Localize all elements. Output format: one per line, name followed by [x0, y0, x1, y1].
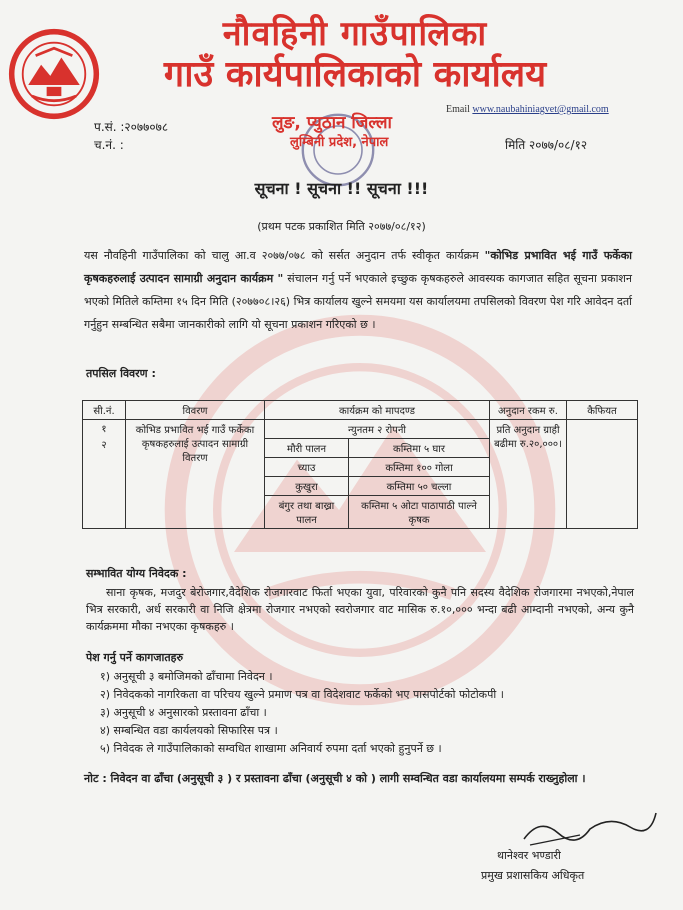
- cell-amount: प्रति अनुदान ग्राही बढीमा रु.२०,०००।: [490, 420, 567, 529]
- col-header-remarks: कैफियत: [567, 401, 638, 420]
- province-line: लुम्बिनी प्रदेश, नेपाल: [290, 135, 389, 150]
- notice-title: सूचना ! सूचना !! सूचना !!!: [254, 179, 429, 198]
- criteria-min: कम्तिमा १०० गोला: [349, 458, 490, 477]
- municipality-name: नौवहिनी गाउँपालिका: [222, 14, 488, 54]
- list-item: १) अनुसूची ३ बमोजिमको ढाँचामा निवेदन ।: [100, 670, 273, 683]
- col-header-description: विवरण: [126, 401, 265, 420]
- col-header-sn: सी.नं.: [83, 401, 126, 420]
- signatory-name: थानेश्वर भण्डारी: [497, 849, 561, 862]
- paragraph-part-2: संचालन गर्नु पर्ने भएकाले इच्छुक कृषकहरुले आवस्यक कागजात सहित सूचना प्रकाशन भएको मितिले कम्तिमा १५ दिन मिति (२०७७०८।२६) भित्र कार्यालय खुल्ने समयमा यस कार्यालयमा तपसिलको विवरण पेश गरि आवेदन दर्ता गर्नुहुन सम्बन्धित सबैमा जानकारीको लागि यो सूचना प्रकाशन गरिएको छ ।: [84, 272, 632, 331]
- cell-description: कोभिड प्रभावित भई गाउँ फर्केका कृषकहरुलाई उत्पादन सामाग्री वितरण: [126, 420, 265, 529]
- eligible-text: साना कृषक, मजदुर बेरोजगार,वैदेशिक रोजगारवाट फिर्ता भएका युवा, परिवारको कुनै पनि सदस्य वैदेशिक रोजगारमा नभएको,नेपाल भित्र सरकारी, अर्ध सरकारी वा निजि क्षेत्रमा रोजगार नभएको स्वरोजगार वाट मासिक रु.१०,००० भन्दा बढी आम्दानी नभएको, अन्य कुनै कार्यक्रममा मौका नभएका कृषकहरु ।: [86, 586, 634, 633]
- criteria-item: बंगुर तथा बाख्रा पालन: [265, 496, 349, 529]
- eligible-heading: सम्भावित योग्य निवेदक :: [86, 567, 187, 580]
- list-item: ५) निवेदक ले गाउँपालिकाको सम्वधित शाखामा अनिवार्य रुपमा दर्ता भएको हुनुपर्ने छ ।: [100, 742, 442, 755]
- dispatch-number: च.नं. :: [94, 138, 124, 152]
- municipality-seal-icon: [8, 28, 100, 120]
- note-text: नोट : निवेदन वा ढाँचा (अनुसूची ३ ) र प्रस्तावना ढाँचा (अनुसूची ४ को ) लागी सम्वन्धित वडा कार्यालयमा सम्पर्क राख्नुहोला ।: [84, 772, 586, 785]
- list-item: ४) सम्बन्धित वडा कार्यलयको सिफारिस पत्र ।: [100, 724, 278, 737]
- documents-heading: पेश गर्नु पर्ने कागजातहरु: [86, 651, 184, 664]
- col-header-criteria: कार्यक्रम को मापदण्ड: [265, 401, 490, 420]
- criteria-min: कम्तिमा ५ घार: [349, 439, 490, 458]
- criteria-item: कुखुरा: [265, 477, 349, 496]
- cell-criteria-top: न्युनतम २ रोपनी: [265, 420, 490, 439]
- list-item: ३) अनुसूची ४ अनुसारको प्रस्तावना ढाँचा ।: [100, 706, 267, 719]
- issue-date: मिति २०७७/०८/१२: [505, 138, 588, 152]
- published-date: (प्रथम पटक प्रकाशित मिति २०७७/०८/१२): [257, 220, 426, 233]
- email-link[interactable]: www.naubahiniagvet@gmail.com: [472, 104, 609, 115]
- table-row: [83, 420, 638, 439]
- email-label: Email: [446, 104, 470, 115]
- district-line: लुङ, प्युठान जिल्ला: [272, 113, 392, 133]
- list-item: २) निवेदकको नागरिकता वा परिचय खुल्ने प्रमाण पत्र वा विदेशवाट फर्केको भए पासपोर्टको फोटोकपी ।: [100, 688, 504, 701]
- criteria-item: च्याउ: [265, 458, 349, 477]
- signatory-title: प्रमुख प्रशासकिय अधिकृत: [481, 869, 585, 882]
- notice-paragraph: [84, 244, 632, 336]
- email-line: [446, 104, 609, 115]
- criteria-min: कम्तिमा ५० चल्ला: [349, 477, 490, 496]
- details-heading: तपसिल विवरण :: [86, 367, 156, 380]
- criteria-item: मौरी पालन: [265, 439, 349, 458]
- reference-number: प.सं. :२०७७०७८: [94, 120, 169, 134]
- documents-list: [100, 668, 504, 758]
- cell-sn: [83, 420, 126, 529]
- col-header-amount: अनुदान रकम रु.: [490, 401, 567, 420]
- table-header-row: [83, 401, 638, 420]
- paragraph-part-1: यस नौवहिनी गाउँपालिका को चालु आ.व २०७७/०७८ को सर्सत अनुदान तर्फ स्वीकृत कार्यक्रम: [84, 249, 485, 262]
- cell-remarks: [567, 420, 638, 529]
- handwritten-signature: [520, 805, 660, 850]
- office-name: गाउँ कार्यपालिकाको कार्यालय: [163, 54, 547, 95]
- sn-1: १: [101, 424, 107, 435]
- sn-2: २: [101, 440, 107, 451]
- criteria-min: कम्तिमा ५ ओटा पाठापाठी पाल्ने कृषक: [349, 496, 490, 529]
- program-name: "कोभिड प्रभावित भई गाउँ फर्केका कृषकहरुलाई उत्पादन सामाग्री अनुदान कार्यक्रम ": [84, 249, 632, 285]
- program-table: [82, 400, 638, 529]
